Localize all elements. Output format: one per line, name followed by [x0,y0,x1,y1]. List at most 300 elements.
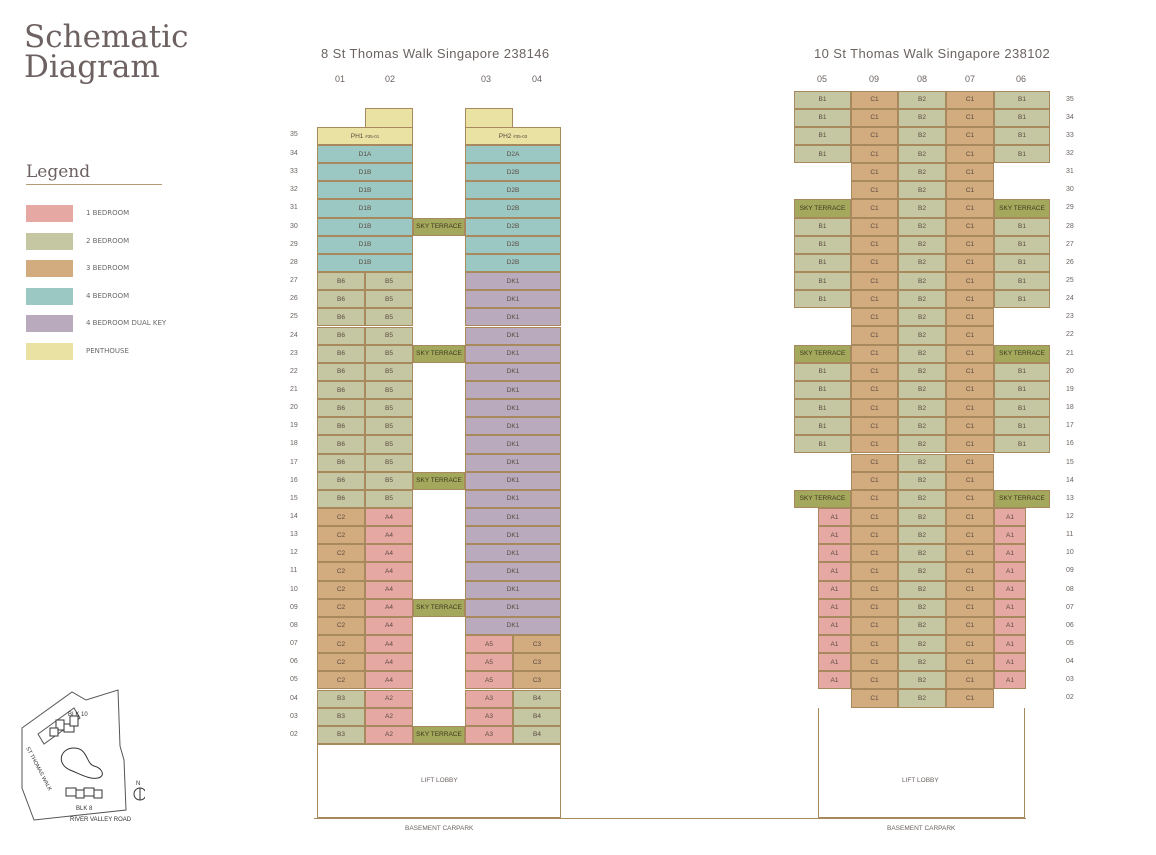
floor-label: 17 [290,458,298,466]
unit-cell: B2 [898,109,946,127]
unit-cell: B2 [898,581,946,599]
unit-cell: A1 [818,635,851,653]
site-label-north: N [136,781,141,787]
unit-cell: DK1 [465,508,561,526]
floor-label: 14 [1066,476,1074,484]
unit-cell: A1 [994,526,1026,544]
unit-cell: C1 [851,544,898,562]
unit-cell: C1 [946,91,994,109]
site-label-blk10: BLK 10 [68,712,88,718]
unit-cell: B2 [898,363,946,381]
unit-cell: B1 [994,127,1050,145]
floor-label: 10 [290,585,298,593]
floor-label: 06 [1066,621,1074,629]
unit-cell: B5 [365,417,413,435]
floor-label: 17 [1066,422,1074,430]
site-label-street: ST THOMAS WALK [24,746,53,793]
floor-label: 13 [290,531,298,539]
unit-cell: C1 [946,544,994,562]
legend-label: 2 BEDROOM [86,237,130,245]
floor-label: 26 [290,295,298,303]
unit-code: PH2 [498,132,512,140]
unit-cell: B2 [898,599,946,617]
legend-title: Legend [26,162,91,182]
unit-cell: C1 [946,254,994,272]
unit-cell: C1 [946,490,994,508]
unit-cell: D2A [465,145,561,163]
floor-label: 16 [290,476,298,484]
stack-header: 07 [964,74,975,84]
unit-cell: C2 [317,617,365,635]
unit-cell: D1A [317,145,413,163]
unit-cell: B1 [794,417,851,435]
floor-label: 09 [1066,567,1074,575]
floor-label: 10 [1066,549,1074,557]
unit-cell: B2 [898,508,946,526]
unit-cell: DK1 [465,381,561,399]
floor-label: 02 [290,730,298,738]
stack-header: 08 [916,74,927,84]
legend-label: 1 BEDROOM [86,209,130,217]
site-plan-map [20,688,145,828]
unit-cell: B2 [898,689,946,707]
unit-cell: B2 [898,345,946,363]
unit-cell: C1 [946,145,994,163]
unit-cell: C2 [317,581,365,599]
floor-label: 24 [1066,295,1074,303]
unit-cell: B5 [365,381,413,399]
floor-label: 12 [1066,512,1074,520]
floor-label: 32 [290,186,298,194]
unit-cell: A5 [465,671,513,689]
sky-terrace: SKY TERRACE [413,599,465,617]
block-10-address: 10 St Thomas Walk Singapore 238102 [814,46,1051,61]
unit-cell: A3 [465,708,513,726]
unit-cell: B1 [794,435,851,453]
unit-cell: B2 [898,272,946,290]
floor-label: 06 [290,658,298,666]
unit-cell: B1 [794,254,851,272]
unit-cell: C1 [946,671,994,689]
unit-cell: B2 [898,381,946,399]
unit-cell: B1 [994,417,1050,435]
unit-cell: C3 [513,635,561,653]
unit-cell: B5 [365,290,413,308]
floor-label: 19 [290,422,298,430]
unit-cell: C1 [851,454,898,472]
floor-label: 31 [290,204,298,212]
unit-cell: C1 [946,417,994,435]
unit-cell: DK1 [465,490,561,508]
unit-cell: B1 [994,109,1050,127]
unit-cell: B5 [365,345,413,363]
unit-cell: C2 [317,671,365,689]
legend-label: 4 BEDROOM [86,292,130,300]
sky-terrace: SKY TERRACE [413,218,465,236]
unit-cell: B2 [898,635,946,653]
unit-cell: B1 [994,254,1050,272]
floor-label: 30 [1066,186,1074,194]
unit-cell: A1 [818,599,851,617]
floor-label: 31 [1066,168,1074,176]
unit-cell: B6 [317,490,365,508]
unit-cell: A1 [818,581,851,599]
unit-cell: A2 [365,690,413,708]
unit-cell: A4 [365,653,413,671]
unit-cell: B2 [898,181,946,199]
unit-cell: C1 [946,127,994,145]
unit-cell: A1 [818,671,851,689]
unit-cell: D2B [465,181,561,199]
floor-label: 33 [290,168,298,176]
unit-cell: DK1 [465,581,561,599]
unit-cell: C1 [851,272,898,290]
unit-cell: B5 [365,435,413,453]
unit-cell: D2B [465,199,561,217]
unit-cell: B6 [317,435,365,453]
unit-cell: D1B [317,181,413,199]
unit-cell: B2 [898,145,946,163]
unit-cell: B6 [317,327,365,345]
floor-label: 15 [290,494,298,502]
basement-label: BASEMENT CARPARK [887,825,956,832]
unit-cell: B2 [898,454,946,472]
unit-cell: C1 [851,363,898,381]
unit-cell: C1 [946,689,994,707]
unit-cell: A1 [994,635,1026,653]
unit-cell: A4 [365,508,413,526]
unit-cell: B1 [794,236,851,254]
unit-cell: C1 [851,417,898,435]
unit-cell: A4 [365,617,413,635]
unit-cell: A2 [365,726,413,744]
unit-cell: C1 [851,326,898,344]
stack-header: 03 [480,74,491,84]
unit-cell: A1 [818,544,851,562]
unit-ph1 [317,127,413,145]
unit-cell: DK1 [465,599,561,617]
unit-cell: A1 [818,508,851,526]
unit-cell: DK1 [465,544,561,562]
basement-label: BASEMENT CARPARK [405,825,474,832]
unit-cell: B3 [317,708,365,726]
unit-cell: B1 [794,109,851,127]
unit-cell: B2 [898,218,946,236]
unit-cell: D1B [317,218,413,236]
unit-cell: B1 [994,145,1050,163]
sky-terrace: SKY TERRACE [794,345,851,363]
unit-cell: B1 [794,272,851,290]
unit-cell: D2B [465,236,561,254]
floor-label: 07 [1066,603,1074,611]
unit-cell: C1 [946,508,994,526]
floor-label: 29 [290,240,298,248]
sky-terrace: SKY TERRACE [794,199,851,217]
unit-cell: A4 [365,635,413,653]
floor-label: 02 [1066,694,1074,702]
unit-cell: A1 [994,599,1026,617]
sky-terrace: SKY TERRACE [994,490,1050,508]
lift-lobby-label: LIFT LOBBY [902,777,939,784]
unit-cell: C1 [851,199,898,217]
unit-cell: B5 [365,472,413,490]
unit-cell: B1 [794,381,851,399]
sky-terrace: SKY TERRACE [794,490,851,508]
unit-cell: C1 [851,181,898,199]
floor-label: 09 [290,603,298,611]
unit-cell: C1 [946,326,994,344]
unit-cell: DK1 [465,290,561,308]
unit-cell: C1 [851,345,898,363]
unit-cell: B1 [994,290,1050,308]
unit-cell: C1 [851,490,898,508]
unit-cell: B6 [317,417,365,435]
unit-cell: DK1 [465,562,561,580]
unit-cell: C2 [317,526,365,544]
unit-cell: C1 [946,109,994,127]
unit-cell: DK1 [465,526,561,544]
unit-cell: C1 [851,127,898,145]
unit-cell: A2 [365,708,413,726]
floor-label: 12 [290,549,298,557]
unit-cell: C1 [946,653,994,671]
legend-label: PENTHOUSE [86,347,129,355]
floor-label: 11 [290,567,298,575]
floor-label: 19 [1066,385,1074,393]
north-arrow-icon [134,788,145,800]
legend-swatch [26,315,73,332]
legend-divider [26,184,162,185]
unit-cell: DK1 [465,435,561,453]
unit-cell: C2 [317,653,365,671]
unit-cell: B6 [317,363,365,381]
unit-cell: C1 [851,581,898,599]
unit-cell: C1 [851,308,898,326]
floor-label: 14 [290,513,298,520]
unit-cell: DK1 [465,472,561,490]
unit-cell: B5 [365,327,413,345]
unit-cell: C1 [851,91,898,109]
unit-cell: C1 [851,689,898,707]
unit-cell: C1 [946,308,994,326]
pool-icon [61,748,102,778]
floor-label: 03 [290,712,298,720]
unit-cell: C1 [851,653,898,671]
unit-cell: C1 [851,399,898,417]
floor-label: 04 [1066,658,1074,666]
unit-cell: B2 [898,254,946,272]
unit-cell: B2 [898,236,946,254]
unit-cell: B6 [317,454,365,472]
unit-cell: B1 [794,127,851,145]
unit-cell: C1 [946,581,994,599]
floor-label: 20 [290,404,298,412]
unit-cell: DK1 [465,417,561,435]
unit-cell: A1 [994,544,1026,562]
unit-cell: B1 [994,435,1050,453]
unit-cell: B5 [365,490,413,508]
stack-header: 04 [531,74,542,84]
unit-cell: C1 [946,599,994,617]
floor-label: 03 [1066,676,1074,684]
unit-cell: A1 [994,562,1026,580]
unit-cell: B2 [898,308,946,326]
unit-cell: C1 [946,345,994,363]
unit-cell: C2 [317,508,365,526]
unit-cell: DK1 [465,363,561,381]
unit-cell: B6 [317,308,365,326]
unit-cell: B3 [317,690,365,708]
unit-cell: C1 [851,526,898,544]
unit-cell: C3 [513,671,561,689]
floor-label: 34 [1066,113,1074,121]
penthouse-roof [365,108,413,128]
floor-label: 07 [290,640,298,648]
floor-label: 11 [1066,531,1074,539]
unit-cell: B6 [317,290,365,308]
unit-cell: B2 [898,199,946,217]
floor-label: 13 [1066,494,1074,502]
unit-cell: B2 [898,127,946,145]
unit-cell: B2 [898,490,946,508]
unit-cell: B2 [898,653,946,671]
unit-cell: C1 [851,290,898,308]
unit-cell: A3 [465,690,513,708]
block-8-icon [66,788,102,798]
floor-label: 27 [1066,240,1074,248]
unit-ph2 [465,127,561,145]
unit-cell: C1 [946,635,994,653]
unit-cell: D1B [317,163,413,181]
unit-cell: C1 [851,109,898,127]
lift-lobby [818,708,1025,818]
unit-cell: D1B [317,254,413,272]
unit-cell: C2 [317,544,365,562]
floor-label: 18 [1066,404,1074,412]
unit-cell: B1 [794,363,851,381]
unit-cell: B6 [317,399,365,417]
sky-terrace: SKY TERRACE [994,345,1050,363]
unit-cell: C1 [946,399,994,417]
unit-cell: C1 [946,236,994,254]
floor-label: 21 [290,385,298,393]
unit-cell: B4 [513,708,561,726]
unit-cell: B5 [365,308,413,326]
unit-cell: C1 [946,526,994,544]
stack-header: 02 [384,74,395,84]
unit-cell: A1 [818,526,851,544]
unit-cell: C1 [851,635,898,653]
unit-cell: A1 [994,671,1026,689]
legend-label: 3 BEDROOM [86,264,130,272]
unit-cell: C1 [851,562,898,580]
unit-cell: C1 [946,163,994,181]
unit-cell: C1 [851,218,898,236]
unit-cell: B2 [898,417,946,435]
unit-note: #35-01 [365,133,380,139]
unit-cell: C1 [946,290,994,308]
unit-cell: A4 [365,599,413,617]
floor-label: 34 [290,150,298,157]
unit-cell: A4 [365,526,413,544]
unit-cell: DK1 [465,327,561,345]
unit-cell: B4 [513,726,561,744]
legend-swatch [26,205,73,222]
unit-cell: C1 [851,435,898,453]
unit-cell: C3 [513,653,561,671]
unit-cell: C2 [317,599,365,617]
unit-cell: C1 [851,671,898,689]
legend-swatch [26,233,73,250]
legend-swatch [26,288,73,305]
unit-cell: B6 [317,345,365,363]
unit-cell: D1B [317,236,413,254]
floor-label: 35 [290,131,298,138]
floor-label: 04 [290,694,298,702]
unit-cell: A1 [994,617,1026,635]
unit-cell: C1 [946,472,994,490]
floor-label: 23 [1066,313,1074,321]
unit-cell: C1 [946,562,994,580]
unit-cell: B1 [994,399,1050,417]
unit-cell: B2 [898,472,946,490]
unit-cell: C1 [851,472,898,490]
unit-cell: B1 [994,91,1050,109]
unit-cell: C2 [317,562,365,580]
unit-cell: C1 [851,163,898,181]
floor-label: 27 [290,277,298,285]
floor-label: 24 [290,331,298,339]
unit-cell: C1 [851,236,898,254]
unit-cell: B6 [317,381,365,399]
floor-label: 05 [290,676,298,684]
unit-cell: DK1 [465,399,561,417]
legend-label: 4 BEDROOM DUAL KEY [86,319,167,327]
unit-cell: B2 [898,163,946,181]
unit-cell: C1 [851,145,898,163]
unit-cell: C1 [851,599,898,617]
floor-label: 16 [1066,440,1074,448]
unit-cell: A1 [818,617,851,635]
unit-cell: A3 [465,726,513,744]
floor-label: 15 [1066,458,1074,466]
unit-cell: DK1 [465,308,561,326]
unit-cell: B3 [317,726,365,744]
unit-cell: C1 [946,617,994,635]
site-boundary [22,690,126,820]
lift-lobby-label: LIFT LOBBY [421,777,458,784]
unit-cell: C1 [946,381,994,399]
floor-label: 29 [1066,204,1074,212]
unit-cell: A4 [365,562,413,580]
unit-cell: B2 [898,562,946,580]
unit-cell: C1 [851,508,898,526]
unit-cell: B1 [794,218,851,236]
unit-cell: B1 [994,272,1050,290]
stack-header: 09 [868,74,879,84]
unit-cell: C1 [946,435,994,453]
sky-terrace: SKY TERRACE [413,472,465,490]
sky-terrace: SKY TERRACE [413,345,465,363]
unit-cell: B5 [365,454,413,472]
unit-cell: B2 [898,435,946,453]
unit-cell: B1 [994,218,1050,236]
block-8-address: 8 St Thomas Walk Singapore 238146 [321,46,550,61]
legend-swatch [26,260,73,277]
unit-cell: C2 [317,635,365,653]
floor-label: 25 [290,313,298,321]
floor-label: 35 [1066,95,1074,103]
